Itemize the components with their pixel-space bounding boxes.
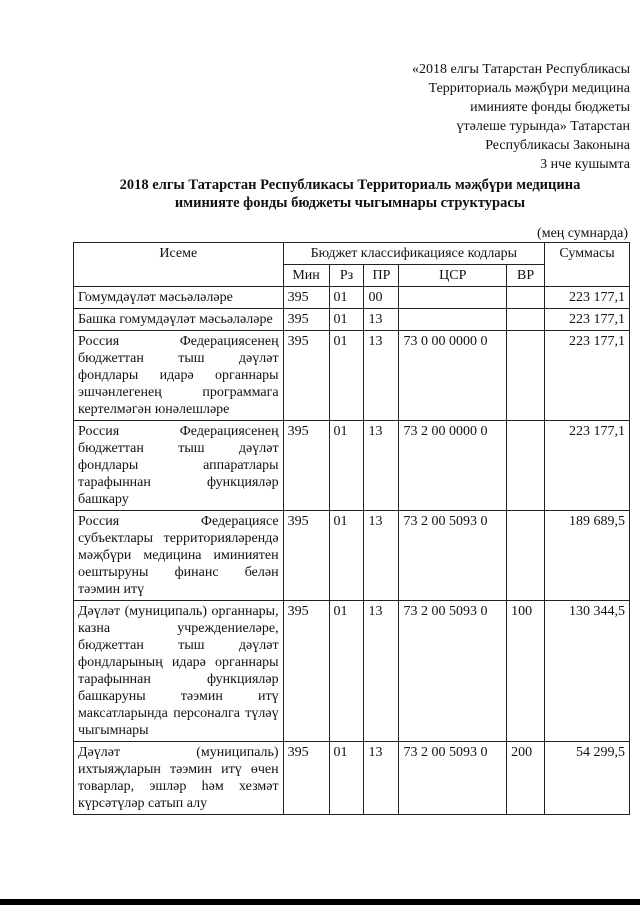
row-min: 395 xyxy=(283,287,329,309)
row-rz: 01 xyxy=(329,287,364,309)
row-pr: 13 xyxy=(364,421,399,511)
row-min: 395 xyxy=(283,331,329,421)
header-amount: Суммасы xyxy=(545,243,630,287)
row-pr: 13 xyxy=(364,742,399,815)
row-csr: 73 0 00 0000 0 xyxy=(399,331,507,421)
row-name: Россия Федерациясенең бюджеттан тыш дәүләт фондлары идарә органнары эшчәнлегенең программага кертелмәгән юнәлешләре xyxy=(74,331,284,421)
row-name: Россия Федерациясенең бюджеттан тыш дәүләт фондлары аппаратлары тарафыннан функцияләр башкару xyxy=(74,421,284,511)
row-pr: 00 xyxy=(364,287,399,309)
header-row xyxy=(74,243,630,265)
row-name: Дәүләт (муниципаль) органнары, казна учреждениеләре, бюджеттан тыш дәүләт фондларының идарә органнары тарафыннан функцияләр башкаруны тәэмин итү максатларында персоналга түләү чыгымнары xyxy=(74,601,284,742)
table-row xyxy=(74,742,630,815)
table-row xyxy=(74,331,630,421)
header-min: Мин xyxy=(283,265,329,287)
row-vr xyxy=(507,511,545,601)
row-min: 395 xyxy=(283,511,329,601)
row-csr: 73 2 00 0000 0 xyxy=(399,421,507,511)
header-pr: ПР xyxy=(364,265,399,287)
table-row xyxy=(74,511,630,601)
row-amount: 130 344,5 xyxy=(545,601,630,742)
row-amount: 223 177,1 xyxy=(545,421,630,511)
row-min: 395 xyxy=(283,309,329,331)
row-rz: 01 xyxy=(329,331,364,421)
row-amount: 223 177,1 xyxy=(545,331,630,421)
row-vr: 200 xyxy=(507,742,545,815)
row-name: Россия Федерациясе субъектлары территорияләрендә мәҗбүри медицина иминиятен оештыруны финанс белән тәэмин итү xyxy=(74,511,284,601)
row-vr xyxy=(507,421,545,511)
table-row xyxy=(74,601,630,742)
row-vr xyxy=(507,287,545,309)
table-row xyxy=(74,309,630,331)
row-rz: 01 xyxy=(329,601,364,742)
header-rz: Рз xyxy=(329,265,364,287)
row-rz: 01 xyxy=(329,511,364,601)
document-title xyxy=(70,176,630,212)
header-csr: ЦСР xyxy=(399,265,507,287)
row-min: 395 xyxy=(283,742,329,815)
annex-line: 3 нче кушымта xyxy=(540,157,630,172)
table-row xyxy=(74,421,630,511)
row-vr xyxy=(507,309,545,331)
annex-line: иминияте фонды бюджеты xyxy=(470,100,630,115)
row-csr xyxy=(399,287,507,309)
row-vr xyxy=(507,331,545,421)
annex-line: Республикасы Законына xyxy=(485,138,630,153)
row-name: Гомумдәүләт мәсьәләләре xyxy=(74,287,284,309)
row-amount: 223 177,1 xyxy=(545,287,630,309)
row-csr: 73 2 00 5093 0 xyxy=(399,511,507,601)
expenditure-table xyxy=(73,242,630,815)
row-rz: 01 xyxy=(329,421,364,511)
document-title-line-1: 2018 елгы Татарстан Республикасы Территориаль мәҗбүри медицина xyxy=(119,177,581,193)
row-amount: 223 177,1 xyxy=(545,309,630,331)
annex-header xyxy=(330,60,630,174)
row-pr: 13 xyxy=(364,601,399,742)
header-name: Исеме xyxy=(74,243,284,287)
annex-line: Территориаль мәҗбүри медицина xyxy=(428,81,630,96)
annex-line: үтәлеше турында» Татарстан xyxy=(456,119,630,134)
row-rz: 01 xyxy=(329,309,364,331)
header-codes: Бюджет классификациясе кодлары xyxy=(283,243,544,265)
row-rz: 01 xyxy=(329,742,364,815)
document-title-line-2: иминияте фонды бюджеты чыгымнары структурасы xyxy=(174,195,526,211)
row-name: Дәүләт (муниципаль) ихтыяҗларын тәэмин итү өчен товарлар, эшләр һәм хезмәт күрсәтүләр сатып алу xyxy=(74,742,284,815)
annex-line: «2018 елгы Татарстан Республикасы xyxy=(412,62,630,77)
row-min: 395 xyxy=(283,601,329,742)
row-min: 395 xyxy=(283,421,329,511)
row-amount: 54 299,5 xyxy=(545,742,630,815)
table-row xyxy=(74,287,630,309)
row-csr xyxy=(399,309,507,331)
row-pr: 13 xyxy=(364,511,399,601)
row-csr: 73 2 00 5093 0 xyxy=(399,742,507,815)
row-pr: 13 xyxy=(364,309,399,331)
row-vr: 100 xyxy=(507,601,545,742)
row-amount: 189 689,5 xyxy=(545,511,630,601)
units-note: (мең сумнарда) xyxy=(537,226,628,241)
row-pr: 13 xyxy=(364,331,399,421)
scan-bottom-border xyxy=(0,899,640,905)
row-csr: 73 2 00 5093 0 xyxy=(399,601,507,742)
row-name: Башка гомумдәүләт мәсьәләләре xyxy=(74,309,284,331)
header-vr: ВР xyxy=(507,265,545,287)
